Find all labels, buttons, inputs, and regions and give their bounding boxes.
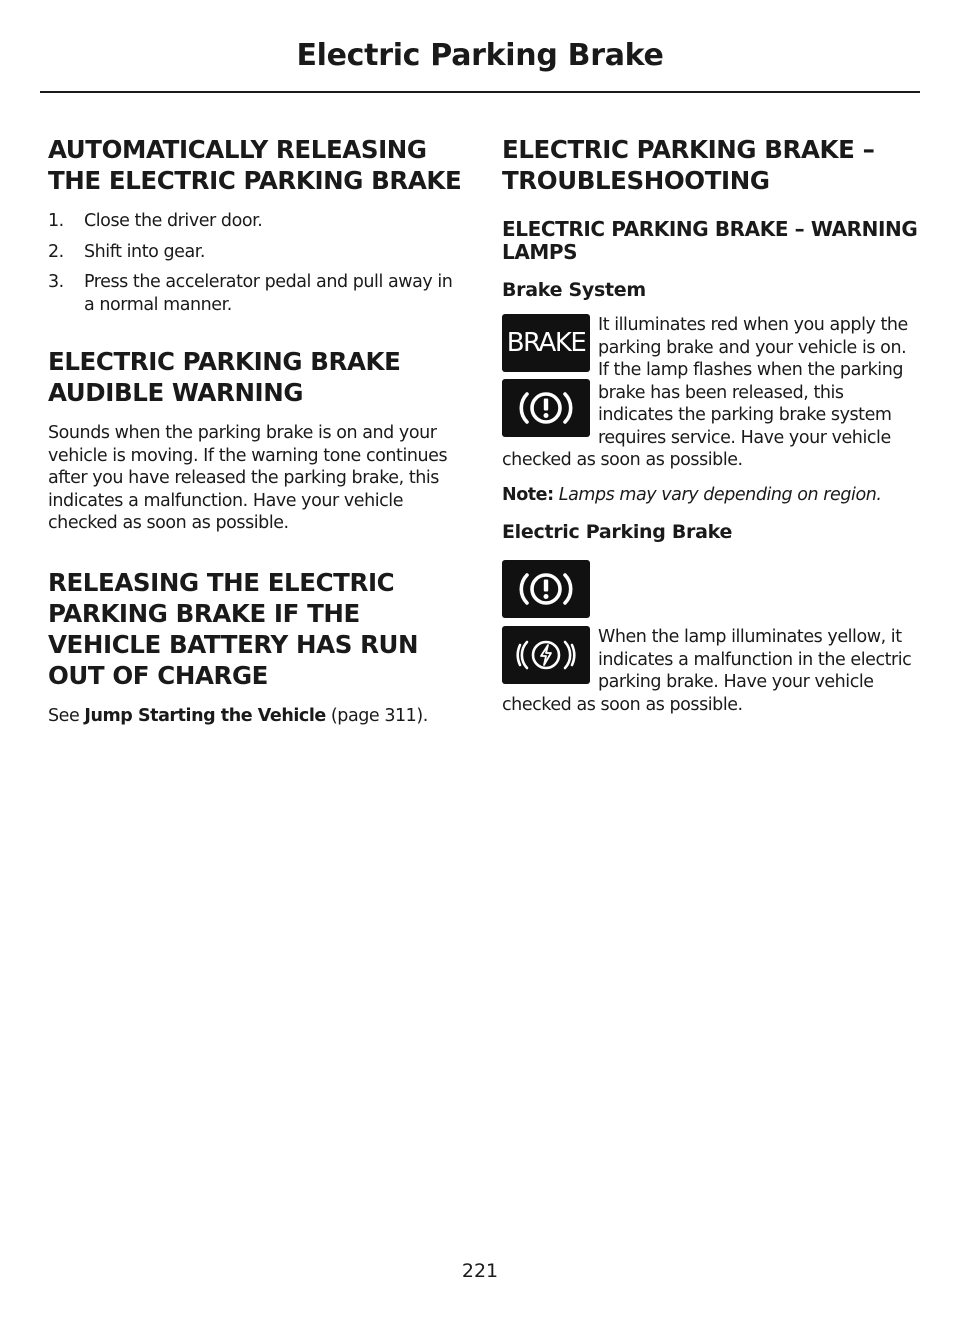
left-column xyxy=(48,134,466,727)
epb-title: Electric Parking Brake xyxy=(502,521,733,543)
page-title: Electric Parking Brake xyxy=(296,38,664,73)
epb-body: When the lamp illuminates yellow, it indicates a malfunction in the electric parking brake. Have your vehicle checked as soon as possible. xyxy=(502,627,912,715)
audible-warning-body: Sounds when the parking brake is on and your vehicle is moving. If the warning tone continues after you have released the parking brake, this indicates a malfunction. Have your vehicle checked as soon as possible. xyxy=(48,423,448,533)
list-item: 2. Shift into gear. xyxy=(48,241,205,262)
note: Note: Lamps may vary depending on region. xyxy=(502,484,882,505)
section-title-audible-warning: ELECTRIC PARKING BRAKE AUDIBLE WARNING xyxy=(48,347,401,407)
brake-system-block xyxy=(502,314,920,472)
page-header xyxy=(40,38,920,73)
section-title-troubleshooting: ELECTRIC PARKING BRAKE – TROUBLESHOOTING xyxy=(502,135,875,195)
brake-warning-icon xyxy=(502,379,590,437)
section-title-auto-release: AUTOMATICALLY RELEASING THE ELECTRIC PARKING BRAKE xyxy=(48,135,462,195)
brake-text-lamp: BRAKE xyxy=(502,314,590,372)
battery-release-body: See Jump Starting the Vehicle (page 311). xyxy=(48,705,428,726)
list-item: 1. Close the driver door. xyxy=(48,211,263,231)
subsection-title-warning-lamps: ELECTRIC PARKING BRAKE – WARNING LAMPS xyxy=(502,217,918,264)
brake-warning-icon xyxy=(502,560,590,618)
header-divider xyxy=(40,91,920,93)
brake-system-title: Brake System xyxy=(502,279,646,301)
epb-malfunction-icon xyxy=(502,626,590,684)
right-column xyxy=(502,134,920,716)
list-item: 3. Press the accelerator pedal and pull away in a normal manner. xyxy=(48,272,453,315)
section-title-battery-release: RELEASING THE ELECTRIC PARKING BRAKE IF THE VEHICLE BATTERY HAS RUN OUT OF CHARGE xyxy=(48,567,419,690)
brake-system-body: It illuminates red when you apply the parking brake and your vehicle is on. If the lamp flashes when the parking brake has been released, this indicates the parking brake system requires service. Have your vehicle checked as soon as possible. xyxy=(502,315,908,470)
jump-start-link[interactable]: Jump Starting the Vehicle xyxy=(84,705,326,726)
auto-release-steps xyxy=(48,210,466,316)
epb-block xyxy=(502,626,920,716)
page-number: 221 xyxy=(461,1260,499,1282)
